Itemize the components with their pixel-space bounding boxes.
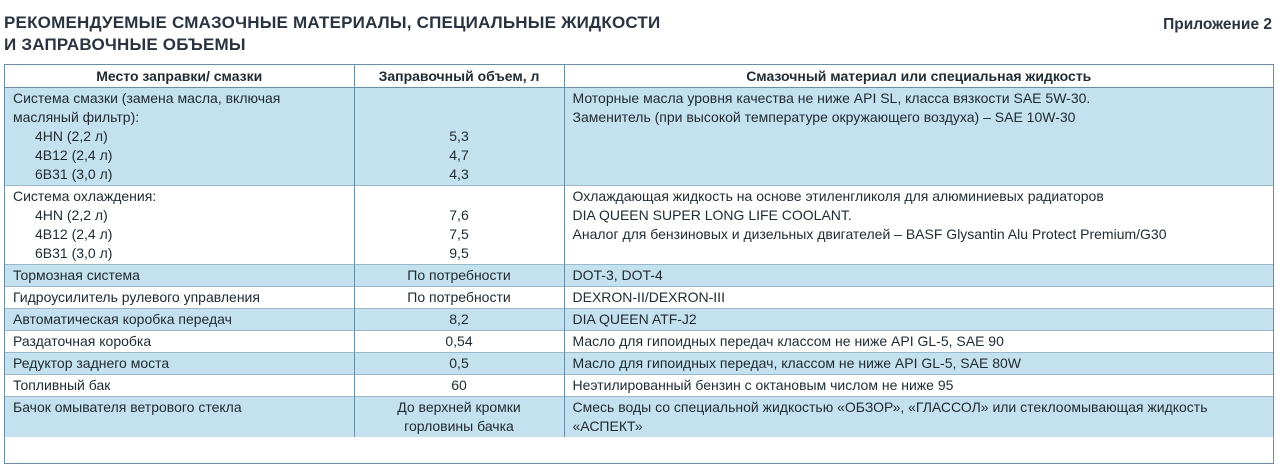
material-text: Охлаждающая жидкость на основе этиленгликоля для алюминиевых радиаторов (572, 188, 1104, 204)
material-text: Моторные масла уровня качества не ниже API SL, класса вязкости SAE 5W-30. (572, 90, 1091, 106)
volume-cell (354, 88, 564, 186)
column-header-volume: Заправочный объем, л (354, 65, 564, 88)
engine-label: 4HN (2,2 л) (35, 128, 108, 144)
material-text: Смесь воды со специальной жидкостью «ОБЗОР», «ГЛАССОЛ» или стеклоомывающая жидкость (572, 399, 1208, 415)
table-row (5, 397, 1273, 438)
table-row (5, 88, 1273, 186)
material-cell (564, 397, 1273, 438)
material-cell: Масло для гипоидных передач классом не ниже API GL-5, SAE 90 (564, 331, 1273, 353)
place-cell: Топливный бак (5, 375, 354, 397)
place-cell (5, 88, 354, 186)
engine-label: 4B12 (2,4 л) (35, 226, 113, 242)
material-text: «АСПЕКТ» (572, 418, 643, 434)
table-header (5, 65, 1273, 88)
material-cell: DOT-3, DOT-4 (564, 265, 1273, 287)
volume-cell: 8,2 (354, 309, 564, 331)
volume-cell: 0,54 (354, 331, 564, 353)
material-text: DIA QUEEN SUPER LONG LIFE COOLANT. (572, 207, 852, 223)
place-cell: Бачок омывателя ветрового стекла (5, 397, 354, 438)
place-text-2: масляный фильтр): (13, 109, 140, 125)
volume-value: 5,3 (449, 128, 469, 144)
place-cell (5, 186, 354, 265)
material-cell: DEXRON-II/DEXRON-III (564, 287, 1273, 309)
page-title (4, 12, 660, 56)
volume-cell: По потребности (354, 287, 564, 309)
place-cell: Раздаточная коробка (5, 331, 354, 353)
fluids-table (5, 65, 1273, 437)
volume-value: 7,5 (449, 226, 469, 242)
place-cell: Автоматическая коробка передач (5, 309, 354, 331)
engine-label: 6B31 (3,0 л) (35, 245, 113, 261)
volume-cell: По потребности (354, 265, 564, 287)
material-text: Аналог для бензиновых и дизельных двигателей – BASF Glysantin Alu Protect Premium/G30 (572, 226, 1167, 242)
engine-label: 6B31 (3,0 л) (35, 166, 113, 182)
place-text: Система охлаждения: (13, 188, 157, 204)
table-row (5, 331, 1273, 353)
volume-value: 9,5 (449, 245, 469, 261)
material-cell (564, 88, 1273, 186)
volume-text: До верхней кромки (397, 399, 521, 415)
engine-label: 4HN (2,2 л) (35, 207, 108, 223)
table-row (5, 353, 1273, 375)
volume-text: горловины бачка (404, 418, 514, 434)
material-cell: Масло для гипоидных передач, классом не ниже API GL-5, SAE 80W (564, 353, 1273, 375)
appendix-label: Приложение 2 (1163, 16, 1272, 33)
engine-label: 4B12 (2,4 л) (35, 147, 113, 163)
volume-cell (354, 397, 564, 438)
material-cell: DIA QUEEN ATF-J2 (564, 309, 1273, 331)
table-row (5, 186, 1273, 265)
title-line-1: РЕКОМЕНДУЕМЫЕ СМАЗОЧНЫЕ МАТЕРИАЛЫ, СПЕЦИАЛЬНЫЕ ЖИДКОСТИ (4, 13, 661, 32)
material-cell: Неэтилированный бензин с октановым числом не ниже 95 (564, 375, 1273, 397)
page-header (4, 12, 1276, 60)
volume-cell: 0,5 (354, 353, 564, 375)
title-line-2: И ЗАПРАВОЧНЫЕ ОБЪЕМЫ (4, 35, 246, 54)
table-row (5, 287, 1273, 309)
place-cell: Гидроусилитель рулевого управления (5, 287, 354, 309)
volume-value: 4,3 (449, 166, 469, 182)
material-text: Заменитель (при высокой температуре окружающего воздуха) – SAE 10W-30 (572, 109, 1076, 125)
material-cell (564, 186, 1273, 265)
place-cell: Редуктор заднего моста (5, 353, 354, 375)
table-row (5, 375, 1273, 397)
place-text: Система смазки (замена масла, включая (13, 90, 281, 106)
table-row (5, 265, 1273, 287)
column-header-material: Смазочный материал или специальная жидкость (564, 65, 1273, 88)
volume-value: 4,7 (449, 147, 469, 163)
volume-cell (354, 186, 564, 265)
volume-value: 7,6 (449, 207, 469, 223)
volume-cell: 60 (354, 375, 564, 397)
table-row (5, 309, 1273, 331)
fluids-table-container (4, 64, 1274, 464)
column-header-place: Место заправки/ смазки (5, 65, 354, 88)
place-cell: Тормозная система (5, 265, 354, 287)
